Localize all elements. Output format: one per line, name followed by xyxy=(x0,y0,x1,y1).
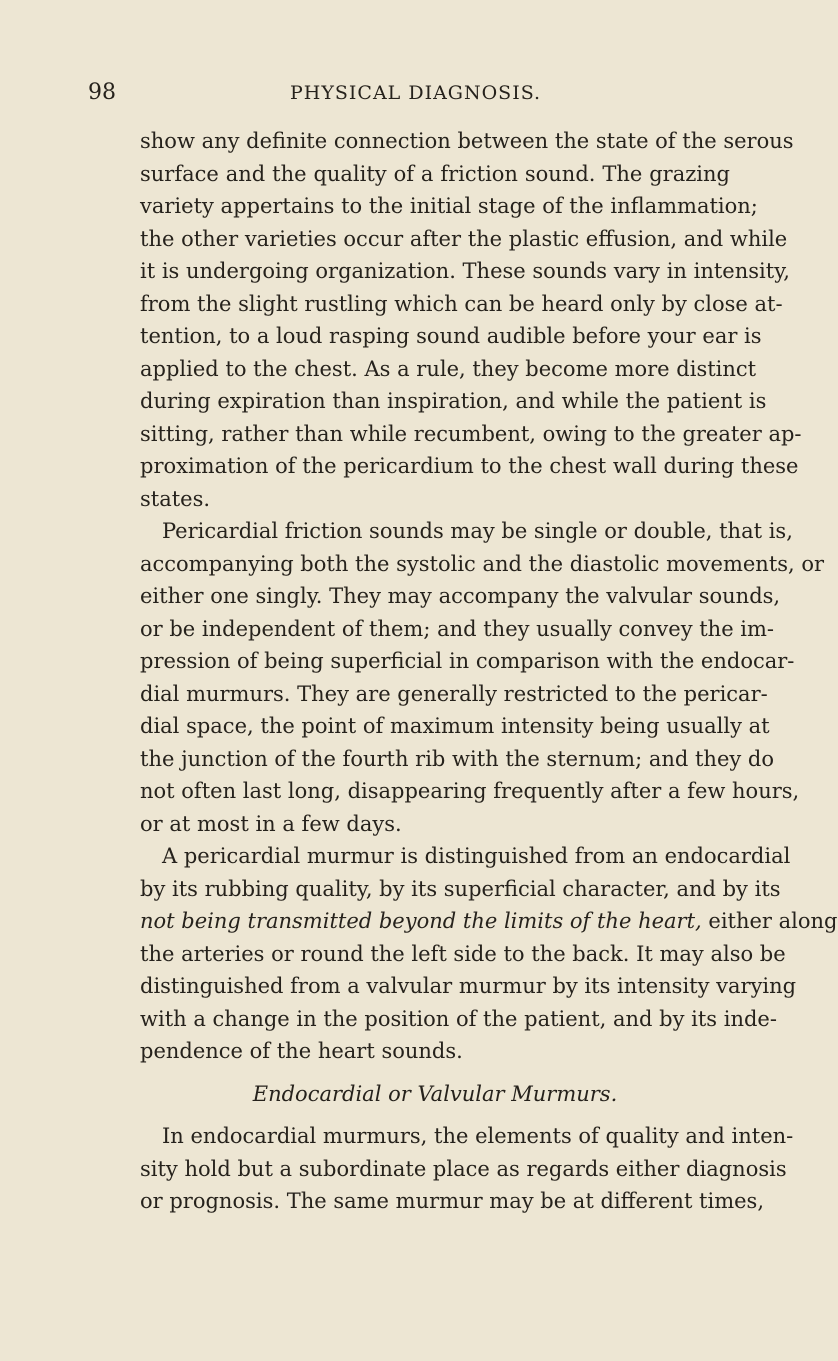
text-fragment: either along xyxy=(708,909,838,933)
text-line: distinguished from a valvular murmur by its intensity varying xyxy=(140,974,797,998)
text-line: states. xyxy=(140,486,211,511)
text-line: the arteries or round the left side to the back. It may also be xyxy=(140,941,786,966)
text-line: from the slight rustling which can be heard only by close at- xyxy=(140,291,783,316)
text-line: proximation of the pericardium to the chest wall during these xyxy=(140,454,799,478)
text-line: Pericardial friction sounds may be single or double, that is, xyxy=(162,519,793,543)
page-body xyxy=(140,125,838,1218)
text-line: A pericardial murmur is distinguished from an endocardial xyxy=(162,844,791,868)
page-number: 98 xyxy=(88,80,116,105)
text-line: accompanying both the systolic and the diastolic movements, or xyxy=(140,551,825,576)
text-line: during expiration than inspiration, and while the patient is xyxy=(140,389,767,413)
running-head: PHYSICAL DIAGNOSIS. xyxy=(290,82,542,104)
text-line: surface and the quality of a friction sound. The grazing xyxy=(140,161,730,186)
text-line: with a change in the position of the patient, and by its inde- xyxy=(140,1006,777,1031)
text-line: applied to the chest. As a rule, they become more distinct xyxy=(140,356,757,381)
text-line: pression of being superficial in comparison with the endocar- xyxy=(140,649,795,673)
text-line: or be independent of them; and they usually convey the im- xyxy=(140,616,775,641)
text-line-italic xyxy=(140,905,838,938)
text-line: tention, to a loud rasping sound audible before your ear is xyxy=(140,324,762,348)
text-line: show any definite connection between the state of the serous xyxy=(140,129,794,153)
italic-phrase: not being transmitted beyond the limits of the heart, xyxy=(140,909,702,933)
text-line: dial space, the point of maximum intensity being usually at xyxy=(140,714,770,738)
text-line: pendence of the heart sounds. xyxy=(140,1039,463,1063)
text-line: or at most in a few days. xyxy=(140,811,402,836)
text-line: it is undergoing organization. These sounds vary in intensity, xyxy=(140,259,790,283)
page-header xyxy=(0,80,800,110)
text-line: sity hold but a subordinate place as regards either diagnosis xyxy=(140,1156,787,1181)
text-line: variety appertains to the initial stage of the inflammation; xyxy=(140,194,758,218)
text-line: the other varieties occur after the plastic effusion, and while xyxy=(140,226,788,251)
text-line: not often last long, disappearing frequently after a few hours, xyxy=(140,779,800,803)
text-line: sitting, rather than while recumbent, owing to the greater ap- xyxy=(140,421,802,446)
text-line: In endocardial murmurs, the elements of quality and inten- xyxy=(162,1124,794,1148)
text-line: either one singly. They may accompany the valvular sounds, xyxy=(140,584,781,608)
text-line: dial murmurs. They are generally restricted to the pericar- xyxy=(140,681,768,706)
text-line: by its rubbing quality, by its superficial character, and by its xyxy=(140,876,781,901)
section-subheading: Endocardial or Valvular Murmurs. xyxy=(252,1081,618,1106)
text-line: or prognosis. The same murmur may be at different times, xyxy=(140,1189,765,1213)
text-line: the junction of the fourth rib with the sternum; and they do xyxy=(140,746,775,771)
